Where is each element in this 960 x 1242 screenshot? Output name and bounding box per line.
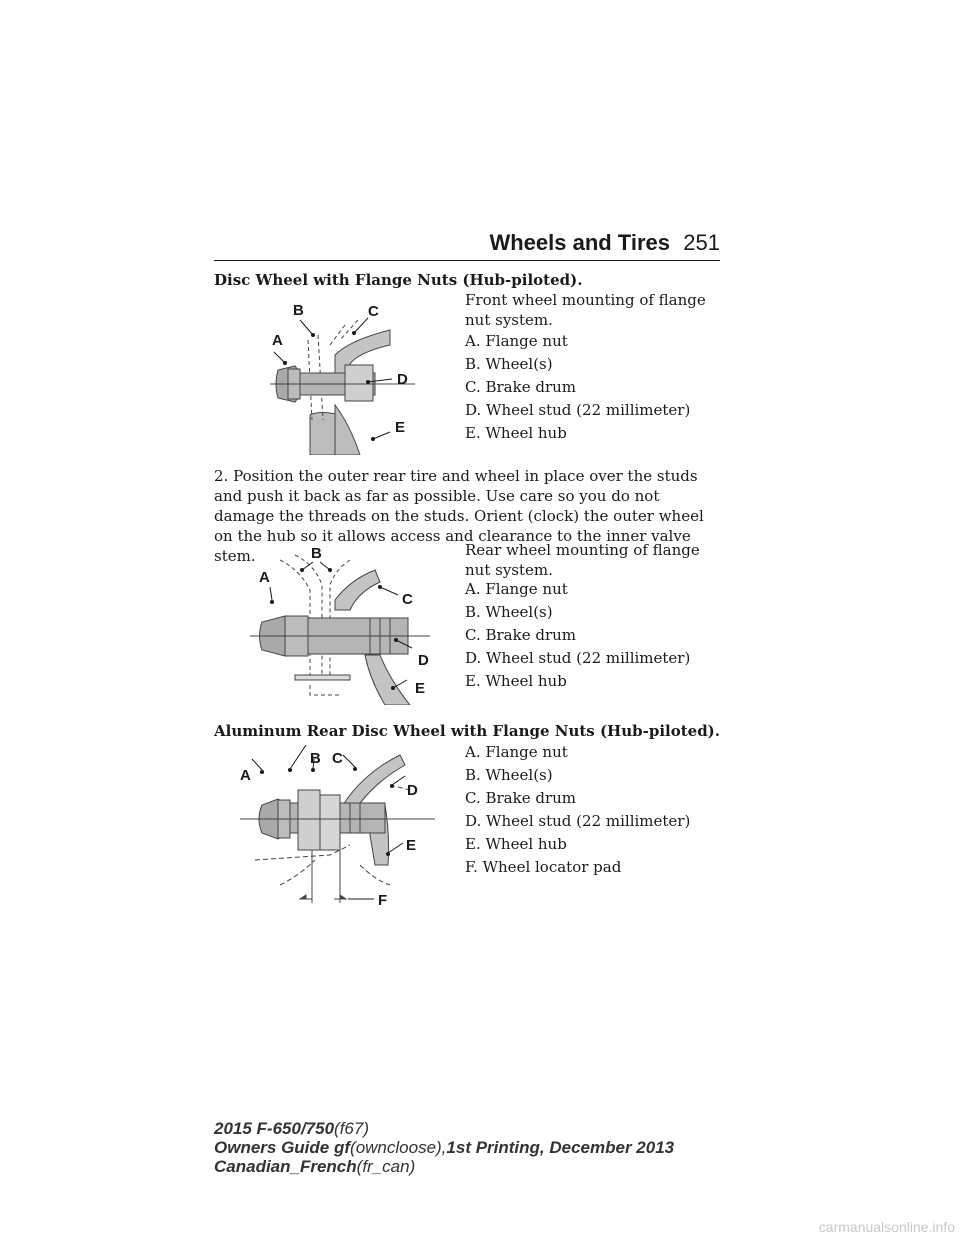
callout-e: E [395,419,406,436]
footer-model-code: (f67) [334,1119,370,1138]
legend-item: A. Flange nut [465,332,568,350]
callout-d: D [397,371,408,388]
rear-wheel-figure [240,540,440,709]
footer-model: 2015 F-650/750 [214,1119,335,1138]
callout-b: B [293,302,304,319]
section-title: Wheels and Tires [489,230,670,255]
print-footer [214,1119,814,1176]
section1-heading: Disc Wheel with Flange Nuts (Hub-piloted). [214,271,583,289]
callout-c: C [368,303,379,320]
legend-item: B. Wheel(s) [465,603,553,621]
legend-item: B. Wheel(s) [465,766,553,784]
footer-guide: Owners Guide gf [214,1138,351,1157]
footer-language: Canadian_French [214,1157,357,1176]
front-wheel-figure [240,295,430,459]
callout-d: D [418,652,429,669]
legend-item: D. Wheel stud (22 millimeter) [465,812,691,830]
step2-paragraph: 2. Position the outer rear tire and wheel in place over the studs and push it back as far as possible. Use care so you do not damage the threads on the studs. Orient (clock) the outer wheel on the hub so it allows access and clearance to the inner valve stem. [214,467,704,565]
footer-language-code: (fr_can) [356,1157,416,1176]
footer-language-line [214,1157,814,1176]
legend-item: E. Wheel hub [465,424,567,442]
footer-model-line [214,1119,814,1138]
callout-f: F [378,892,388,909]
legend-item: C. Brake drum [465,789,577,807]
callout-c: C [402,591,413,608]
section1-caption: Front wheel mounting of flange nut system. [465,291,706,329]
legend-item: E. Wheel hub [465,835,567,853]
callout-a: A [240,767,251,784]
legend-item: D. Wheel stud (22 millimeter) [465,401,691,419]
page-number: 251 [683,230,720,255]
footer-printing: 1st Printing, December 2013 [446,1138,675,1157]
callout-a: A [272,332,283,349]
footer-guide-line [214,1138,814,1157]
callout-d: D [407,782,418,799]
legend-item: C. Brake drum [465,378,577,396]
rear-wheel-diagram [240,540,440,705]
legend-item: A. Flange nut [465,743,568,761]
callout-c: C [332,750,343,767]
callout-b: B [310,750,321,767]
section3-heading: Aluminum Rear Disc Wheel with Flange Nuts (Hub-piloted). [214,722,721,740]
legend-item: E. Wheel hub [465,672,567,690]
watermark: carmanualsonline.info [818,1219,955,1235]
header-rule [214,260,720,261]
callout-b: B [311,545,322,562]
legend-item: C. Brake drum [465,626,577,644]
aluminum-wheel-figure [240,745,440,914]
legend-item: D. Wheel stud (22 millimeter) [465,649,691,667]
legend-item: A. Flange nut [465,580,568,598]
legend-item: B. Wheel(s) [465,355,553,373]
aluminum-wheel-diagram [240,745,440,910]
section2-legend [465,578,725,693]
legend-item: F. Wheel locator pad [465,858,622,876]
front-wheel-diagram [240,295,430,455]
callout-e: E [415,680,426,697]
callout-a: A [259,569,270,586]
section3-legend [465,741,725,879]
section2-caption: Rear wheel mounting of flange nut system. [465,541,700,579]
footer-guide-code: (owncloose), [350,1138,447,1157]
section1-legend [465,330,725,445]
callout-e: E [406,837,417,854]
